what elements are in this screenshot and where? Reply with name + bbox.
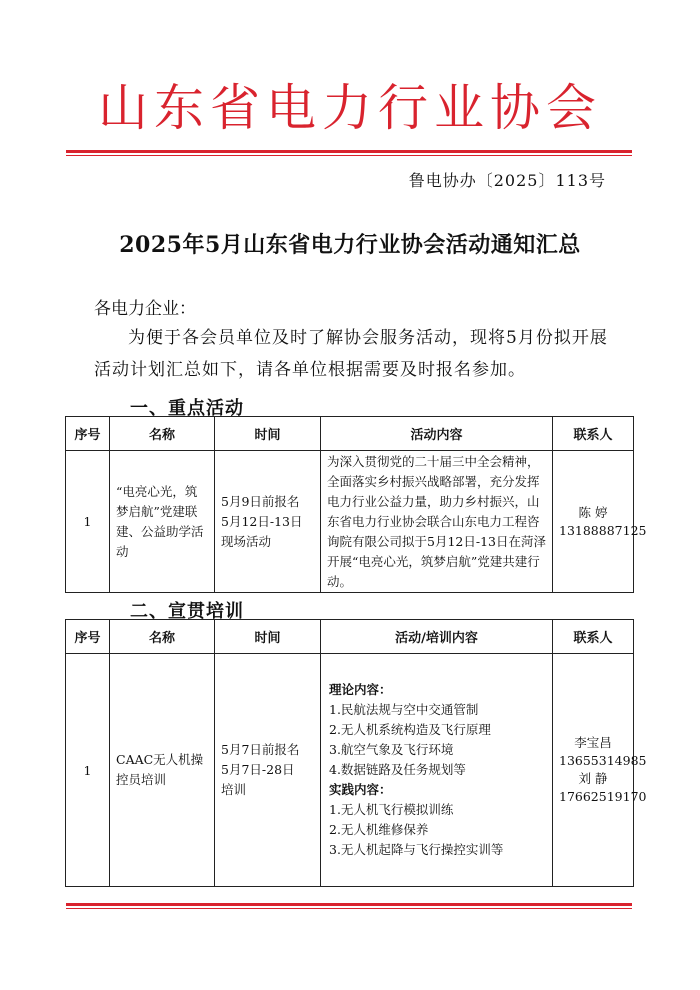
table-header-row	[66, 417, 634, 451]
practice-item: 1.无人机飞行模拟训练	[329, 802, 454, 817]
row-number: 1	[66, 451, 110, 593]
practice-item: 3.无人机起降与飞行操控实训等	[329, 842, 504, 857]
contact-name: 刘 静	[578, 771, 608, 786]
row-number: 1	[66, 654, 110, 887]
contact-phone: 13655314985	[559, 753, 647, 768]
column-header: 活动/培训内容	[321, 620, 553, 654]
column-header: 序号	[66, 417, 110, 451]
contact-name: 陈 婷	[578, 504, 608, 520]
activity-name: “电亮心光，筑梦启航”党建联建、公益助学活动	[110, 451, 215, 593]
time-line: 5月7日前报名	[221, 742, 300, 757]
activity-time	[215, 451, 321, 593]
column-header: 联系人	[553, 417, 634, 451]
table-header-row	[66, 620, 634, 654]
column-header: 时间	[215, 620, 321, 654]
theory-item: 4.数据链路及任务规划等	[329, 762, 466, 777]
column-header: 活动内容	[321, 417, 553, 451]
training-time	[215, 654, 321, 887]
table-row	[66, 654, 634, 887]
column-header: 名称	[110, 417, 215, 451]
key-activities-table	[65, 416, 647, 593]
time-line: 5月12日-13日	[221, 513, 303, 529]
column-header: 名称	[110, 620, 215, 654]
org-name-header: 山东省电力行业协会	[98, 79, 602, 137]
section-heading-key-activities: 一、重点活动	[130, 398, 244, 419]
time-line: 5月9日前报名	[221, 493, 300, 509]
header-thin-rule	[66, 155, 632, 156]
time-line: 现场活动	[221, 533, 272, 549]
practice-heading: 实践内容：	[329, 782, 392, 797]
time-line: 5月7日-28日	[221, 762, 295, 777]
footer-thin-rule	[66, 908, 632, 909]
contact-name: 李宝昌	[574, 735, 612, 750]
column-header: 序号	[66, 620, 110, 654]
column-header: 时间	[215, 417, 321, 451]
contact-phone: 13188887125	[559, 522, 647, 538]
contact-phone: 17662519170	[559, 789, 647, 804]
table-row	[66, 451, 634, 593]
theory-item: 3.航空气象及飞行环境	[329, 742, 454, 757]
intro-paragraph: 为便于各会员单位及时了解协会服务活动，现将5月份拟开展活动计划汇总如下，请各单位根据需要及时报名参加。	[94, 328, 608, 380]
salutation: 各电力企业：	[94, 299, 196, 319]
contact-cell	[553, 451, 647, 593]
time-line: 培训	[221, 782, 247, 797]
header-thick-rule	[66, 150, 632, 153]
theory-heading: 理论内容：	[329, 682, 392, 697]
footer-thick-rule	[66, 903, 632, 906]
training-content	[321, 654, 553, 887]
section-heading-training: 二、宣贯培训	[130, 601, 244, 622]
theory-item: 2.无人机系统构造及飞行原理	[329, 722, 491, 737]
document-number: 鲁电协办〔2025〕113号	[408, 171, 606, 190]
column-header: 联系人	[553, 620, 634, 654]
theory-item: 1.民航法规与空中交通管制	[329, 702, 479, 717]
activity-content: 为深入贯彻党的二十届三中全会精神，全面落实乡村振兴战略部署，充分发挥电力行业公益力量，助力乡村振兴，山东省电力行业协会联合山东电力工程咨询院有限公司拟于5月12日-13日在菏泽开展“电亮心光，筑梦启航”党建共建行动。	[321, 451, 553, 593]
contact-cell	[553, 654, 647, 887]
training-name: CAAC无人机操控员培训	[110, 654, 215, 887]
practice-item: 2.无人机维修保养	[329, 822, 429, 837]
training-table	[65, 619, 647, 887]
page-title: 2025年5月山东省电力行业协会活动通知汇总	[119, 232, 581, 258]
